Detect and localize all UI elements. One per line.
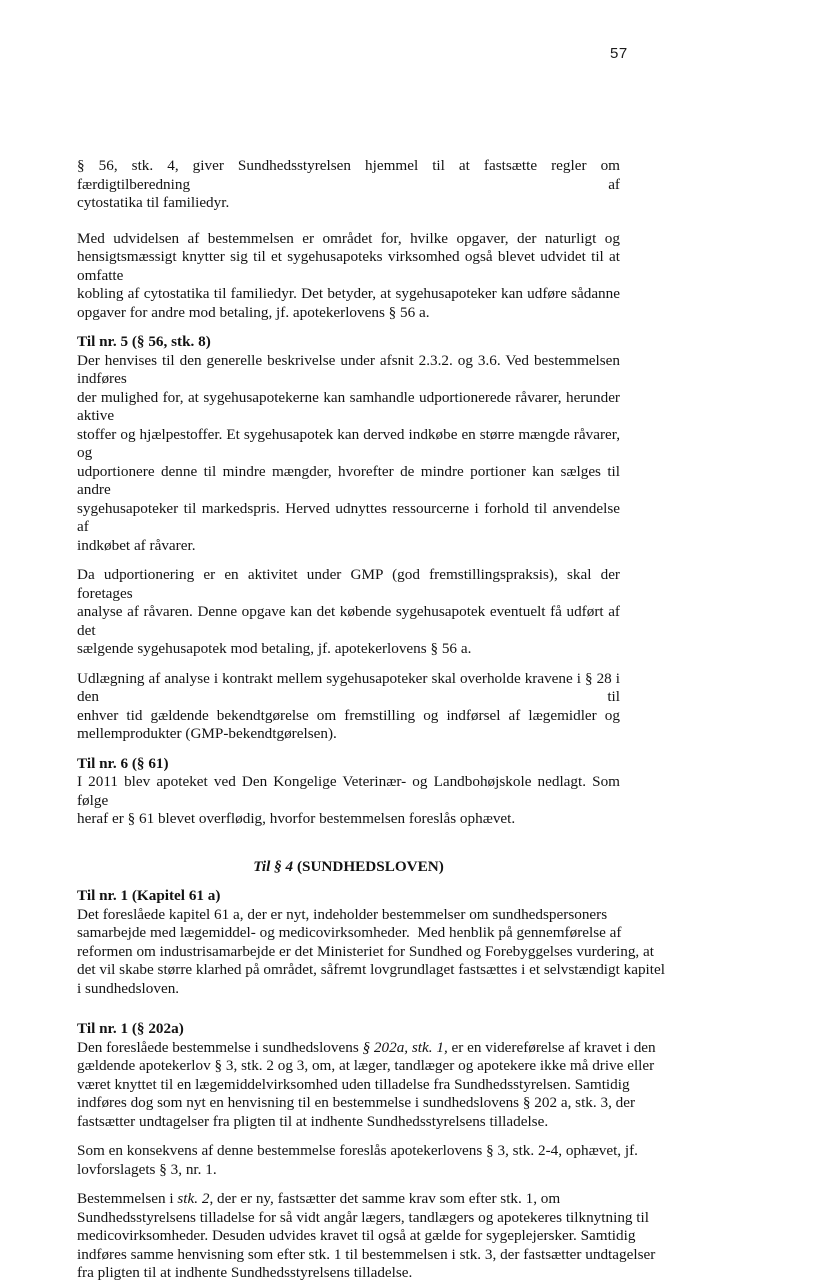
text-line xyxy=(77,1208,649,1228)
text-line xyxy=(77,537,620,556)
text-run: er en videreførelse af kravet i den xyxy=(447,1038,656,1056)
section-heading xyxy=(77,858,620,877)
text-line xyxy=(77,248,620,285)
text-line xyxy=(77,1264,620,1283)
text-line xyxy=(77,887,620,906)
text-run: kobling af cytostatika til familiedyr. Det betyder, at sygehusapoteker kan udføre sådanne xyxy=(77,285,620,302)
paragraph xyxy=(77,157,620,213)
text-run: Da udportionering er en aktivitet under GMP (god fremstillingspraksis), skal der foretages xyxy=(77,566,620,602)
text-run: Det foreslåede kapitel 61 a, der er nyt, indeholder bestemmelser om sundhedspersoners xyxy=(77,905,608,923)
text-line xyxy=(77,333,620,352)
section-heading xyxy=(77,1020,620,1039)
paragraph xyxy=(77,773,620,829)
text-line xyxy=(77,1020,620,1039)
text-line xyxy=(77,1038,656,1058)
text-line xyxy=(77,304,620,323)
text-run: (SUNDHEDSLOVEN) xyxy=(293,857,444,875)
text-run: Sundhedsstyrelsens tilladelse for så vidt angår lægers, tandlægers og apotekeres tilknytning til xyxy=(77,1208,649,1226)
text-line xyxy=(77,1245,656,1265)
text-line xyxy=(77,1190,620,1209)
paragraph xyxy=(77,1190,656,1283)
text-line xyxy=(77,230,620,249)
text-line xyxy=(77,858,620,877)
text-run: samarbejde med lægemiddel- og medicovirksomheder. Med henblik på gennemførelse af xyxy=(77,924,622,941)
text-run: indkøbet af råvarer. xyxy=(77,536,196,554)
text-run: fastsætter undtagelser fra pligten til at indhente Sundhedsstyrelsens tilladelse. xyxy=(77,1112,549,1130)
paragraph xyxy=(77,1142,638,1179)
text-run: cytostatika til familiedyr. xyxy=(77,194,230,211)
text-line xyxy=(77,1161,620,1180)
text-line xyxy=(77,426,620,463)
text-line xyxy=(77,707,620,726)
text-line xyxy=(77,1227,636,1246)
text-line xyxy=(77,603,620,640)
text-run: i sundhedsloven. xyxy=(77,979,180,997)
text-line xyxy=(77,810,620,829)
text-run: hensigtsmæssigt knytter sig til et sygehusapoteks virksomhed også blevet udvidet til at omfatte xyxy=(77,248,620,284)
text-run: Til nr. 6 (§ 61) xyxy=(77,754,169,772)
text-line xyxy=(77,725,620,744)
document-body xyxy=(77,157,665,1283)
text-line xyxy=(77,755,620,774)
text-line xyxy=(77,500,620,537)
text-run: § 202a, stk. 1, xyxy=(362,1038,448,1056)
text-run: indføres samme henvisning som efter stk. 1 til bestemmelsen i stk. 3, der fastsætter undtagelser xyxy=(77,1245,656,1263)
text-run: stoffer og hjælpestoffer. Et sygehusapotek kan derved indkøbe en større mængde råvarer, og xyxy=(77,425,620,461)
section-heading xyxy=(77,755,620,774)
text-run: reformen om industrisamarbejde er det Ministeriet for Sundhed og Forebyggelses vurdering, at xyxy=(77,942,654,960)
text-line xyxy=(77,389,620,426)
text-run: mellemprodukter (GMP-bekendtgørelsen). xyxy=(77,725,337,742)
text-run: Den foreslåede bestemmelse i sundhedslovens xyxy=(77,1038,363,1056)
text-line xyxy=(77,924,620,943)
text-run: Der henvises til den generelle beskrivelse under afsnit 2.3.2. og 3.6. Ved bestemmelsen indføres xyxy=(77,351,620,387)
text-line xyxy=(77,1075,630,1095)
text-run: I 2011 blev apoteket ved Den Kongelige Veterinær- og Landbohøjskole nedlagt. Som følge xyxy=(77,773,620,809)
text-line xyxy=(77,1113,620,1132)
text-run: Til nr. 1 (§ 202a) xyxy=(77,1020,184,1037)
text-run: sygehusapoteker til markedspris. Herved udnyttes ressourcerne i forhold til anvendelse af xyxy=(77,499,620,535)
text-run: Bestemmelsen i xyxy=(77,1190,178,1207)
text-run: medicovirksomheder. Desuden udvides kravet til også at gælde for sygeplejersker. Samtidig xyxy=(77,1227,636,1244)
text-run: opgaver for andre mod betaling, jf. apotekerlovens § 56 a. xyxy=(77,303,430,321)
page-number: 57 xyxy=(610,45,628,62)
text-run: det vil skabe større klarhed på området, såfremt lovgrundlaget fastsættes i et selvstændigt kapitel xyxy=(77,961,665,978)
text-line xyxy=(77,352,620,389)
text-line xyxy=(77,566,620,603)
section-heading xyxy=(77,887,620,906)
text-run: lovforslagets § 3, nr. 1. xyxy=(77,1160,217,1178)
text-line xyxy=(77,1057,655,1076)
text-run: enhver tid gældende bekendtgørelse om fremstilling og indførsel af lægemidler og xyxy=(77,706,620,724)
text-line xyxy=(77,961,665,980)
text-run: Udlægning af analyse i kontrakt mellem sygehusapoteker skal overholde kravene i § 28 i den til xyxy=(77,669,620,705)
paragraph xyxy=(77,905,665,999)
paragraph xyxy=(77,566,620,659)
text-run: gældende apotekerlov § 3, stk. 2 og 3, om, at læger, tandlæger og apotekere ikke må drive eller xyxy=(77,1057,655,1074)
text-line xyxy=(77,157,620,194)
text-line xyxy=(77,906,620,925)
text-run: fra pligten til at indhente Sundhedsstyrelsens tilladelse. xyxy=(77,1264,413,1281)
text-run: , der er ny, fastsætter det samme krav som efter stk. 1, om xyxy=(209,1190,561,1207)
text-line xyxy=(77,285,620,304)
text-line xyxy=(77,640,620,659)
text-line xyxy=(77,670,620,707)
text-run: Med udvidelsen af bestemmelsen er området for, hvilke opgaver, der naturligt og xyxy=(77,229,620,247)
text-line xyxy=(77,773,620,810)
paragraph xyxy=(77,230,620,323)
text-line xyxy=(77,942,654,962)
text-run: heraf er § 61 blevet overflødig, hvorfor bestemmelsen foreslås ophævet. xyxy=(77,810,516,827)
text-run: indføres dog som nyt en henvisning til en bestemmelse i sundhedslovens § 202 a, stk. 3, der xyxy=(77,1094,636,1111)
text-run: analyse af råvaren. Denne opgave kan det købende sygehusapotek eventuelt få udført af det xyxy=(77,603,620,639)
text-run: der mulighed for, at sygehusapotekerne kan samhandle udportionerede råvarer, herunder aktive xyxy=(77,388,620,424)
text-run: Som en konsekvens af denne bestemmelse foreslås apotekerlovens § 3, stk. 2-4, ophævet, jf. xyxy=(77,1142,638,1159)
text-run: Til § 4 xyxy=(253,857,294,875)
text-run: udportionere denne til mindre mængder, hvorefter de mindre portioner kan sælges til andre xyxy=(77,462,620,498)
paragraph xyxy=(77,670,620,744)
paragraph xyxy=(77,352,620,556)
text-line xyxy=(77,194,620,213)
text-run: stk. 2 xyxy=(177,1190,210,1207)
text-line xyxy=(77,980,620,999)
text-line xyxy=(77,463,620,500)
text-run: § 56, stk. 4, giver Sundhedsstyrelsen hjemmel til at fastsætte regler om færdigtilberedning af xyxy=(77,157,620,193)
text-line xyxy=(77,1094,636,1113)
paragraph xyxy=(77,1038,656,1132)
text-run: Til nr. 5 (§ 56, stk. 8) xyxy=(77,333,211,350)
text-line xyxy=(77,1142,638,1161)
section-heading xyxy=(77,333,620,352)
text-run: Til nr. 1 (Kapitel 61 a) xyxy=(77,887,221,904)
text-run: sælgende sygehusapotek mod betaling, jf. apotekerlovens § 56 a. xyxy=(77,640,472,657)
text-run: været knyttet til en lægemiddelvirksomhed uden tilladelse fra Sundhedsstyrelsen. Samtidig xyxy=(77,1075,630,1093)
